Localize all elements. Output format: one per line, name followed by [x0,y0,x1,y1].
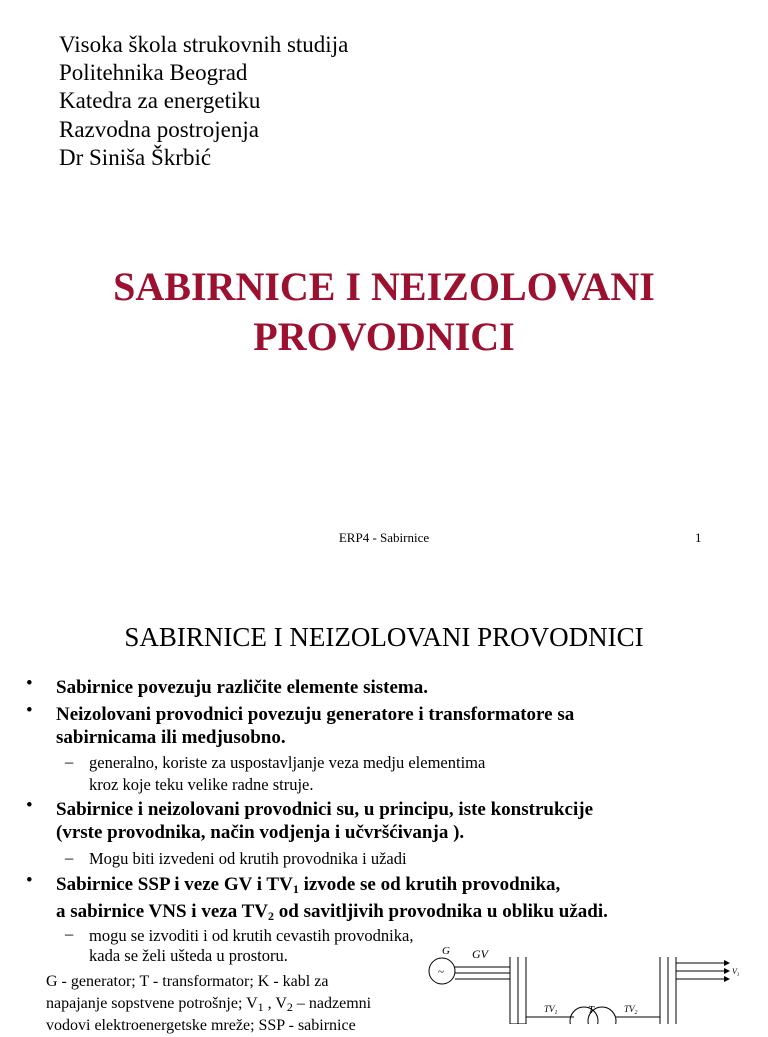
label-tv1: $TV_1$ [544,1004,558,1016]
label-t: T [588,1004,595,1016]
legend-line: vodovi elektroenergetske mreže; SSP - sabirnice [46,1017,356,1034]
diagram-legend [46,971,406,1037]
institution-line: Katedra za energetiku [59,88,261,114]
bullet-text: Sabirnice SSP i veze GV i $TV_1$ izvode se od krutih provodnika, [56,874,561,896]
institution-line: Razvodna postrojenja [59,116,259,142]
bullet-marker: • [26,700,33,721]
bullet-text: Sabirnice povezuju različite elemente sistema. [56,677,428,698]
sub-bullet-marker: – [65,924,74,943]
legend-line: napajanje sopstvene potrošnje; $V_1$ , $V_2$ – nadzemni [46,995,372,1014]
label-v1: $V_1$ [732,967,740,978]
bullet-marker: • [26,870,33,891]
page-number: 1 [695,530,702,545]
sub-bullet-text: Mogu biti izvedeni od krutih provodnika i užadi [89,849,407,868]
sub-bullet-marker: – [65,848,74,867]
sub-bullet-text: generalno, koriste za uspostavljanje veza medju elementima [89,753,486,772]
bullet-text: a sabirnice VNS i veza $TV_2$ od savitljivih provodnika u obliku užadi. [56,901,608,923]
slide-title [0,262,768,362]
bullet-text: (vrste provodnika, način vodjenja i učvršćivanja ). [56,822,465,843]
slide-footer: ERP4 - Sabirnice [338,530,430,545]
institution-line: Dr Siniša Škrbić [59,144,212,170]
label-g: G [442,945,450,957]
bullet-text: Sabirnice i neizolovani provodnici su, u principu, iste konstrukcije [56,799,594,820]
sub-bullet-text: kada se želi ušteda u prostoru. [89,946,288,965]
label-tv2: $TV_2$ [624,1004,638,1016]
ac-symbol: ~ [438,966,444,978]
content-slide [0,560,768,1034]
arrow-icon [724,960,730,966]
institution-block [59,31,348,172]
institution-line: Politehnika Beograd [59,60,248,86]
sub-bullet-text: kroz koje teku velike radne struje. [89,775,314,794]
sub-bullet-text: mogu se izvoditi i od krutih cevastih provodnika, [89,926,414,945]
institution-line: Visoka škola strukovnih studija [59,32,349,57]
sub-bullet-marker: – [65,752,74,771]
single-line-diagram [424,943,744,1024]
arrow-icon [724,968,730,974]
bullet-text: Neizolovani provodnici povezuju generatore i transformatore sa [56,704,575,725]
slide-title: SABIRNICE I NEIZOLOVANI PROVODNICI [124,622,644,652]
label-gv: GV [472,947,488,961]
arrow-icon [724,976,730,982]
slide-title-line: PROVODNICI [253,314,515,359]
bullet-marker: • [26,795,33,816]
legend-line: G - generator; T - transformator; K - kabl za [46,973,329,990]
bullet-text: sabirnicama ili medjusobno. [56,727,286,748]
bullet-marker: • [26,673,33,694]
slide-title-line: SABIRNICE I NEIZOLOVANI [113,264,655,309]
